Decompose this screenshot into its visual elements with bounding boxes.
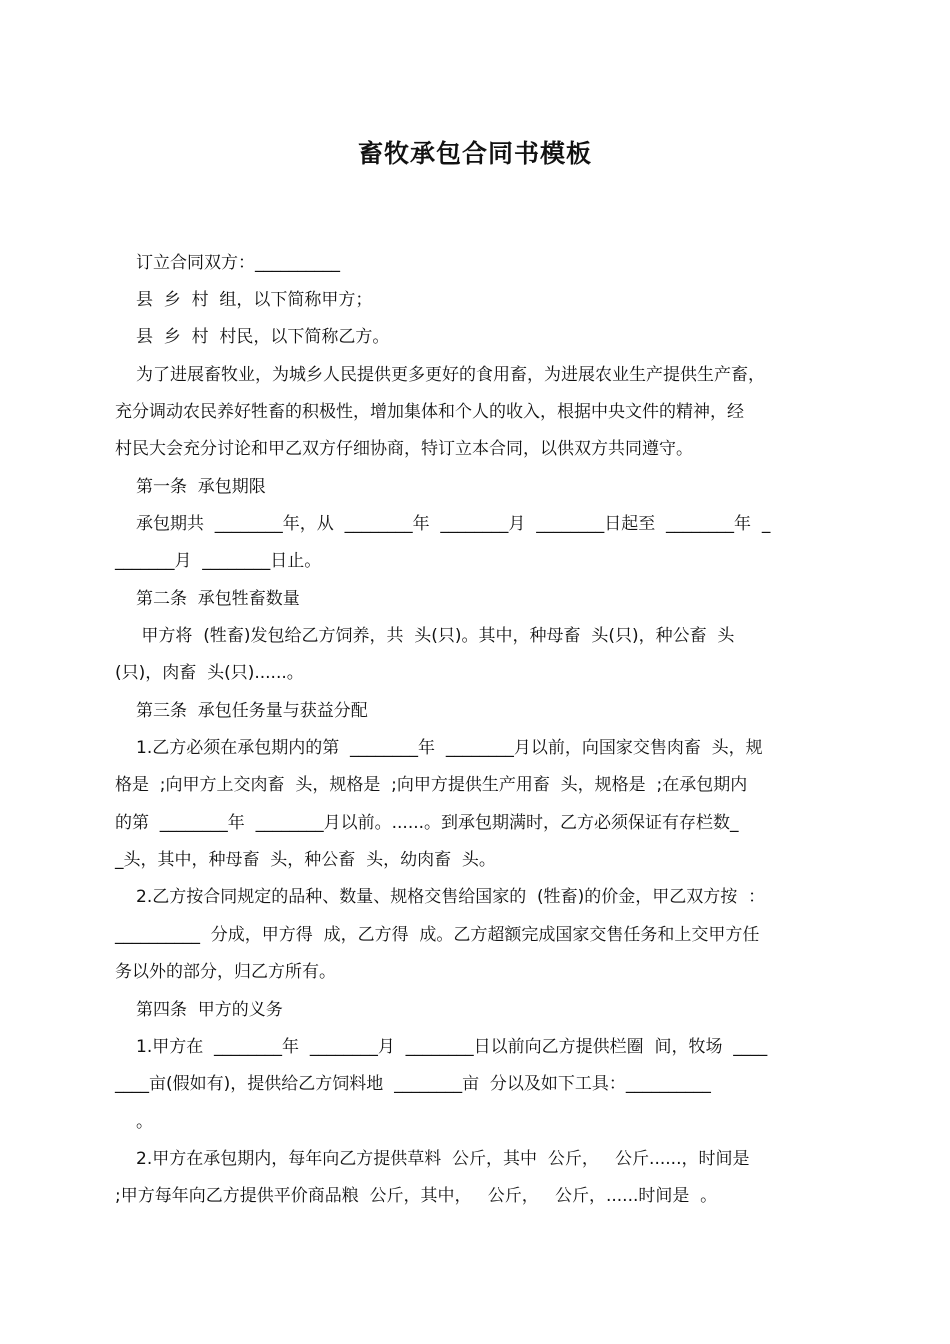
- article-3-item-2-line-3: 务以外的部分，归乙方所有。: [115, 962, 336, 982]
- preamble-line-3: 村民大会充分讨论和甲乙双方仔细协商，特订立本合同，以供双方共同遵守。: [115, 439, 693, 459]
- article-3-item-2-line-2: __________ 分成，甲方得 成，乙方得 成。乙方超额完成国家交售任务和上交甲方任: [115, 925, 760, 945]
- document-title: 畜牧承包合同书模板: [357, 139, 592, 168]
- article-3-heading: 第三条 承包任务量与获益分配: [136, 701, 368, 721]
- contract-parties-line: 订立合同双方：__________: [136, 253, 340, 273]
- article-3-item-1-line-3: 的第 ________年 ________月以前。......。到承包期满时，乙方必须保证有存栏数_: [115, 813, 739, 833]
- preamble-line-1: 为了进展畜牧业，为城乡人民提供更多更好的食用畜，为进展农业生产提供生产畜，: [136, 365, 765, 385]
- preamble-line-2: 充分调动农民养好牲畜的积极性，增加集体和个人的收入，根据中央文件的精神，经: [115, 402, 744, 422]
- article-4-item-1-line-2: ____亩(假如有)，提供给乙方饲料地 ________亩 分以及如下工具：__________: [115, 1074, 711, 1094]
- article-4-heading: 第四条 甲方的义务: [136, 1000, 283, 1020]
- article-2-line-2: (只)，肉畜 头(只)......。: [115, 663, 304, 683]
- article-3-item-1-line-2: 格是 ;向甲方上交肉畜 头，规格是 ;向甲方提供生产用畜 头，规格是 ;在承包期内: [115, 775, 748, 795]
- article-4-item-2-line-1: 2.甲方在承包期内，每年向乙方提供草料 公斤，其中 公斤， 公斤......，时间是: [136, 1149, 750, 1169]
- article-4-item-1-line-1: 1.甲方在 ________年 ________月 ________日以前向乙方提供栏圈 间，牧场 ____: [136, 1037, 768, 1057]
- article-2-line-1: 甲方将 (牲畜)发包给乙方饲养，共 头(只)。其中，种母畜 头(只)，种公畜 头: [136, 626, 735, 646]
- party-a-line: 县 乡 村 组，以下简称甲方；: [136, 290, 373, 310]
- article-3-item-2-line-1: 2.乙方按合同规定的品种、数量、规格交售给国家的 (牲畜)的价金，甲乙双方按 ：: [136, 887, 766, 907]
- article-4-item-2-line-2: ;甲方每年向乙方提供平价商品粮 公斤，其中， 公斤， 公斤，......时间是 。: [115, 1186, 718, 1206]
- article-3-item-1-line-1: 1.乙方必须在承包期内的第 ________年 ________月以前，向国家交售肉畜 头，规: [136, 738, 763, 758]
- article-1-line-1: 承包期共 ________年，从 ________年 ________月 ________日起至 ________年 _: [136, 514, 771, 534]
- article-1-line-2: _______月 ________日止。: [115, 551, 322, 571]
- article-3-item-1-line-4: _头，其中，种母畜 头，种公畜 头，幼肉畜 头。: [115, 850, 496, 870]
- article-4-item-1-line-3: 。: [136, 1112, 153, 1132]
- article-1-heading: 第一条 承包期限: [136, 477, 266, 497]
- article-2-heading: 第二条 承包牲畜数量: [136, 589, 300, 609]
- party-b-line: 县 乡 村 村民，以下简称乙方。: [136, 327, 390, 347]
